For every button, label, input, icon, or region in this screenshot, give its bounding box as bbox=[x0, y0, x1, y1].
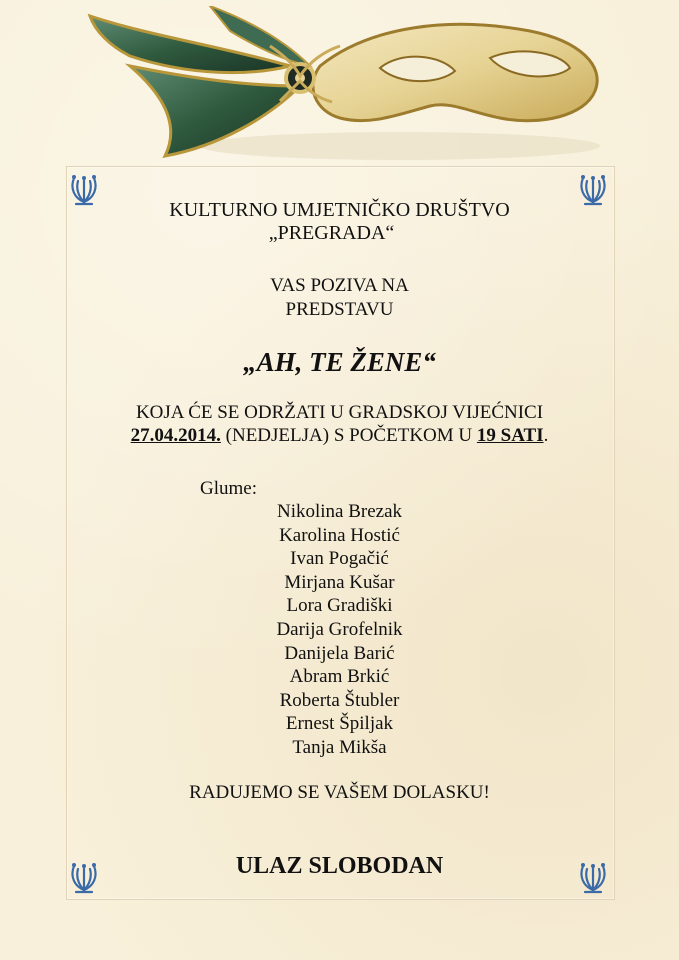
cast-member: Ivan Pogačić bbox=[290, 548, 389, 570]
day-and-start-text: (NEDJELJA) S POČETKOM U bbox=[220, 425, 477, 446]
cast-member: Tanja Mikša bbox=[292, 736, 387, 758]
cast-member: Danijela Barić bbox=[284, 642, 395, 664]
venue-line: KOJA ĆE SE ODRŽATI U GRADSKOJ VIJEĆNICI bbox=[135, 402, 544, 423]
cast-member: Karolina Hostić bbox=[279, 524, 400, 546]
cast-member: Abram Brkić bbox=[289, 666, 390, 688]
date-time-line bbox=[0, 425, 679, 447]
invitation-line-2: PREDSTAVU bbox=[285, 299, 394, 320]
cast-member: Lora Gradiški bbox=[286, 595, 393, 617]
cast-list bbox=[0, 500, 679, 760]
organization-subtitle: „PREGRADA“ bbox=[268, 222, 395, 244]
sentence-end: . bbox=[543, 425, 549, 446]
cast-member: Roberta Štubler bbox=[279, 689, 400, 711]
play-title: „AH, TE ŽENE“ bbox=[243, 347, 436, 377]
cast-member: Darija Grofelnik bbox=[276, 618, 403, 640]
cast-label: Glume: bbox=[200, 478, 257, 499]
event-time: 19 SATI bbox=[476, 425, 544, 446]
masquerade-mask-icon bbox=[70, 6, 610, 166]
event-date: 27.04.2014. bbox=[130, 425, 221, 446]
cast-member: Nikolina Brezak bbox=[276, 501, 403, 522]
free-entry-notice: ULAZ SLOBODAN bbox=[235, 853, 444, 879]
invitation-line-1: VAS POZIVA NA bbox=[270, 275, 409, 296]
closing-message: RADUJEMO SE VAŠEM DOLASKU! bbox=[189, 782, 490, 803]
cast-member: Ernest Špiljak bbox=[285, 713, 394, 735]
cast-member: Mirjana Kušar bbox=[284, 571, 395, 593]
organization-name: KULTURNO UMJETNIČKO DRUŠTVO bbox=[169, 199, 510, 221]
